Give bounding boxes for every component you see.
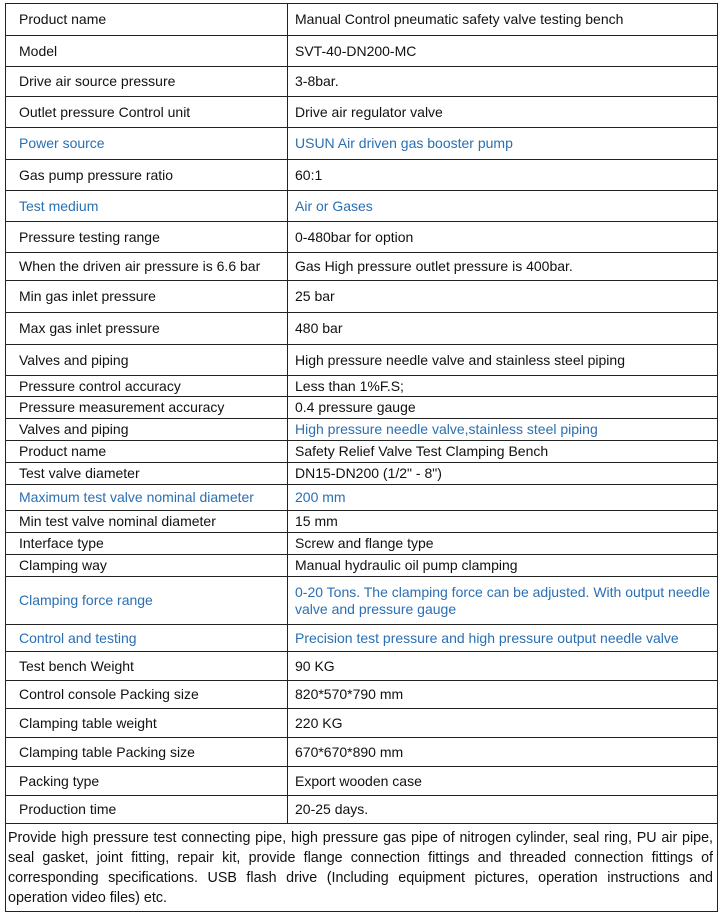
spec-row [6,511,718,533]
spec-value: Less than 1%F.S; [288,376,718,397]
spec-value: Safety Relief Valve Test Clamping Bench [288,441,718,463]
spec-value: USUN Air driven gas booster pump [288,128,718,160]
spec-row [6,222,718,253]
spec-value: 20-25 days. [288,796,718,824]
spec-row [6,652,718,681]
spec-label: Valves and piping [6,419,288,441]
spec-row [6,709,718,738]
spec-value: 220 KG [288,709,718,738]
spec-value: 15 mm [288,511,718,533]
spec-value: 670*670*890 mm [288,738,718,767]
spec-label: Clamping way [6,555,288,577]
spec-row [6,160,718,191]
spec-label: Test bench Weight [6,652,288,681]
spec-row [6,625,718,652]
spec-row [6,419,718,441]
spec-value: 0-20 Tons. The clamping force can be adjusted. With output needle valve and pressure gauge [288,577,718,625]
footnote-text: Provide high pressure test connecting pipe, high pressure gas pipe of nitrogen cylinder, seal ring, PU air pipe, seal gasket, joint fitting, repair kit, provide flange connection fittings and threaded connection fittings of corresponding specifications. USB flash drive (Including equipment pictures, operation instructions and operation video files) etc. [6,824,718,912]
spec-label: Control console Packing size [6,681,288,709]
spec-label: Outlet pressure Control unit [6,97,288,128]
spec-value: DN15-DN200 (1/2" - 8") [288,463,718,485]
spec-label: Min gas inlet pressure [6,281,288,313]
spec-value: Export wooden case [288,767,718,796]
spec-label: Interface type [6,533,288,555]
spec-label: Gas pump pressure ratio [6,160,288,191]
spec-row [6,555,718,577]
spec-value: 480 bar [288,313,718,345]
spec-row [6,796,718,824]
spec-label: Product name [6,4,288,36]
spec-label: Pressure control accuracy [6,376,288,397]
spec-label: Model [6,36,288,67]
spec-value: 3-8bar. [288,67,718,97]
spec-table [5,3,718,912]
spec-row [6,345,718,376]
spec-value: SVT-40-DN200-MC [288,36,718,67]
spec-value: Air or Gases [288,191,718,222]
spec-row [6,441,718,463]
spec-row [6,767,718,796]
spec-label: Packing type [6,767,288,796]
spec-label: Max gas inlet pressure [6,313,288,345]
spec-value: 200 mm [288,485,718,511]
spec-label: Test medium [6,191,288,222]
spec-row [6,128,718,160]
spec-row [6,4,718,36]
spec-row [6,36,718,67]
spec-label: Min test valve nominal diameter [6,511,288,533]
spec-value: High pressure needle valve,stainless steel piping [288,419,718,441]
spec-row [6,681,718,709]
spec-value: High pressure needle valve and stainless steel piping [288,345,718,376]
spec-row [6,463,718,485]
spec-row [6,191,718,222]
spec-label: Maximum test valve nominal diameter [6,485,288,511]
spec-value: 90 KG [288,652,718,681]
spec-value: Drive air regulator valve [288,97,718,128]
spec-value: 0-480bar for option [288,222,718,253]
spec-value: 0.4 pressure gauge [288,397,718,419]
spec-row [6,738,718,767]
spec-value: Manual hydraulic oil pump clamping [288,555,718,577]
spec-row [6,397,718,419]
spec-label: Test valve diameter [6,463,288,485]
spec-label: When the driven air pressure is 6.6 bar [6,253,288,281]
spec-row [6,577,718,625]
spec-label: Power source [6,128,288,160]
spec-row [6,485,718,511]
spec-label: Control and testing [6,625,288,652]
spec-value: Manual Control pneumatic safety valve testing bench [288,4,718,36]
spec-label: Production time [6,796,288,824]
spec-label: Product name [6,441,288,463]
footnote-row [6,824,718,912]
spec-label: Pressure measurement accuracy [6,397,288,419]
spec-row [6,533,718,555]
spec-row [6,376,718,397]
spec-row [6,281,718,313]
spec-label: Drive air source pressure [6,67,288,97]
spec-row [6,97,718,128]
spec-table-body [6,4,718,824]
spec-value: Precision test pressure and high pressure output needle valve [288,625,718,652]
spec-value: 60:1 [288,160,718,191]
spec-row [6,253,718,281]
spec-value: Gas High pressure outlet pressure is 400bar. [288,253,718,281]
spec-label: Valves and piping [6,345,288,376]
spec-value: 820*570*790 mm [288,681,718,709]
spec-label: Clamping table Packing size [6,738,288,767]
spec-label: Clamping table weight [6,709,288,738]
spec-row [6,313,718,345]
spec-row [6,67,718,97]
spec-label: Pressure testing range [6,222,288,253]
spec-value: Screw and flange type [288,533,718,555]
spec-value: 25 bar [288,281,718,313]
spec-label: Clamping force range [6,577,288,625]
